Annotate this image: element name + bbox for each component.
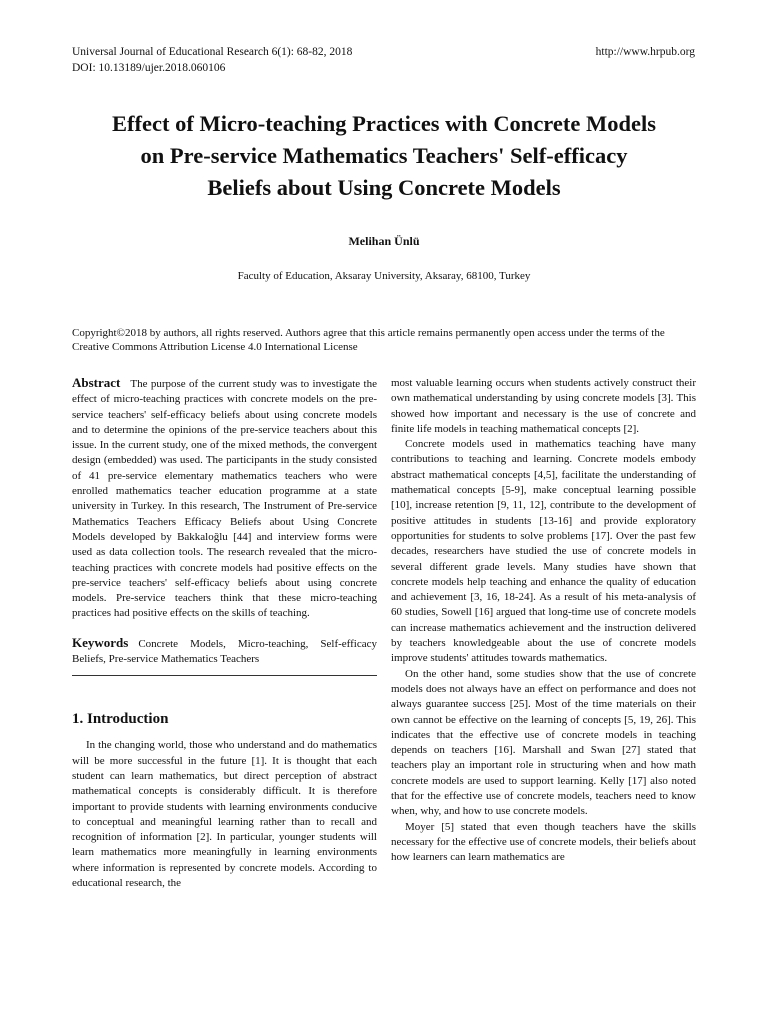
- introduction-paragraph: In the changing world, those who understand and do mathematics will be more successful in the future [1]. It is thought that each student can learn mathematics, but direct perception of abstract mathematical concepts is considerably difficult. It is therefore important to provide students with learning environments conducive to conceptual and meaningful learning rather than to recall and recognition of information [2]. In particular, younger students will learn mathematics more meaningfully in learning environments where information is represented by concrete models. According to educational research, the: [72, 739, 377, 890]
- body-paragraph: most valuable learning occurs when students actively construct their own mathematical understanding by using concrete models [3]. This showed how important and necessary is the use of concrete and finite life models in teaching mathematical concepts [2].: [391, 377, 696, 435]
- body-paragraph: Moyer [5] stated that even though teachers have the skills necessary for the effective use of concrete models, their beliefs about how learners can learn mathematics are: [391, 820, 696, 864]
- title-line: on Pre-service Mathematics Teachers' Self-efficacy: [140, 143, 628, 168]
- author-affiliation: Faculty of Education, Aksaray University, Aksaray, 68100, Turkey: [237, 270, 531, 282]
- left-column: [72, 375, 377, 891]
- journal-url[interactable]: http://www.hrpub.org: [595, 46, 695, 58]
- section-heading-introduction: 1. Introduction: [72, 711, 169, 728]
- abstract-text: The purpose of the current study was to investigate the effect of micro-teaching practices with concrete models on the pre-service teachers' self-efficacy beliefs about using concrete models and to determine the opinions of the pre-service teachers about this issue. In the current study, one of the mixed methods, the convergent design (embedded) was used. The participants in the study consisted of 41 pre-service elementary mathematics teachers who were enrolled mathematics teacher education programme at a state university in Turkey. In this research, The Instrument of Pre-service Mathematics Teachers Efficacy Beliefs about Using Concrete Models developed by Bakkaloğlu [44] and interview forms were used as data collection tools. The research revealed that the micro-teaching practices with concrete models had positive effects on the pre-service teachers' self-efficacy beliefs about using concrete models. Pre-service teachers think that these micro-teaching practices had positive effects on the skills of teaching.: [72, 378, 377, 620]
- body-paragraph: Concrete models used in mathematics teaching have many contributions to teaching and learning. Concrete models embody abstract mathematical concepts [4,5], facilitate the understanding of mathematical concepts [5-9], make conceptual learning possible [10], increase retention [9, 11, 12], contribute to the development of positive attitudes in students [13-16] and provide exploratory opportunities for students to solve problems [17]. Over the past few decades, researchers have studied the use of concrete models in several different grade levels. Many studies have shown that concrete models help teaching and enhance the quality of education and achievement [3, 16, 18-24]. As a result of his meta-analysis of 60 studies, Sowell [16] argued that long-time use of concrete models can increase mathematics achievement and the instruction delivered by teachers knowledgeable about the use of concrete models improve students' attitudes towards mathematics.: [391, 438, 696, 665]
- keywords: [72, 635, 377, 668]
- title-line: Beliefs about Using Concrete Models: [207, 175, 561, 200]
- right-column: [391, 376, 696, 866]
- paper-title: [60, 108, 708, 204]
- keywords-label: Keywords: [72, 634, 129, 650]
- author-name: Melihan Ünlü: [348, 234, 420, 248]
- body-paragraph: On the other hand, some studies show that the use of concrete models does not always have an effect on performance and does not always guarantee success [25]. Most of the time materials on their own cannot be effective on the learning of concepts [5, 19, 26]. This indicates that the effective use of concrete models in teaching depends on teachers [16]. Marshall and Swan [27] stated that teachers play an important role in structuring when and how math concrete models are used to support learning. Kelly [17] also noted that for the effective use of concrete models, teachers need to know when, why, and how to use concrete models.: [391, 667, 696, 818]
- doi: DOI: 10.13189/ujer.2018.060106: [72, 62, 226, 74]
- section-divider: [72, 675, 377, 676]
- keywords-text: Concrete Models, Micro-teaching, Self-efficacy Beliefs, Pre-service Mathematics Teachers: [72, 637, 377, 666]
- title-line: Effect of Micro-teaching Practices with Concrete Models: [112, 111, 656, 136]
- copyright-notice: Copyright©2018 by authors, all rights reserved. Authors agree that this article remains permanently open access under the terms of the Creative Commons Attribution License 4.0 International License: [72, 327, 665, 353]
- abstract: [72, 375, 377, 622]
- abstract-label: Abstract: [72, 375, 121, 390]
- journal-citation: Universal Journal of Educational Research 6(1): 68-82, 2018: [72, 46, 353, 58]
